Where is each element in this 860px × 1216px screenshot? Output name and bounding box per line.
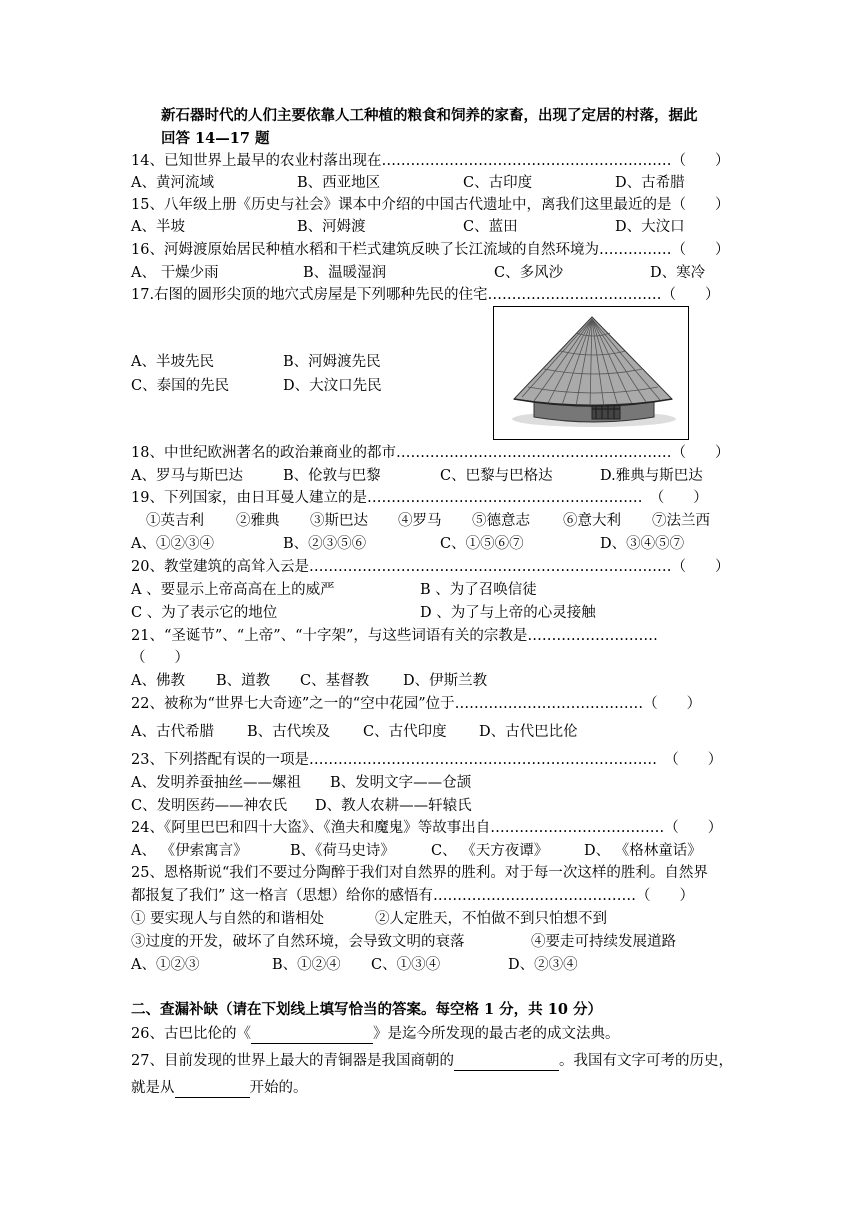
q27-line-2 xyxy=(131,1078,308,1098)
q19-stem: 19、下列国家，由日耳曼人建立的是………………………………………………… （ ） xyxy=(131,490,708,506)
q19-item-1: ①英吉利 xyxy=(146,513,204,529)
q27-prefix-2: 就是从 xyxy=(131,1080,175,1096)
q27-middle: 。我国有文字可考的历史， xyxy=(558,1053,733,1069)
q18-option-c: C、巴黎与巴格达 xyxy=(440,468,553,484)
q16-stem: 16、河姆渡原始居民种植水稻和干栏式建筑反映了长江流域的自然环境为……………（ ） xyxy=(131,242,730,258)
q17-option-b: B、河姆渡先民 xyxy=(283,354,381,370)
q14-option-c: C、古印度 xyxy=(463,175,533,191)
q16-option-b: B、温暖湿润 xyxy=(303,265,387,281)
q22-option-d: D、古代巴比伦 xyxy=(479,724,578,740)
q25-option-d: D、②③④ xyxy=(508,957,578,973)
q24-stem: 24、《阿里巴巴和四十大盗》、《渔夫和魔鬼》等故事出自………………………………（ ） xyxy=(131,820,723,836)
q27-blank-1[interactable] xyxy=(454,1053,559,1071)
q19-option-a: A、①②③④ xyxy=(131,536,214,552)
q25-option-a: A、①②③ xyxy=(131,957,200,973)
q15-stem: 15、八年级上册《历史与社会》课本中介绍的中国古代遗址中，离我们这里最近的是（ ） xyxy=(131,197,730,213)
q19-option-d: D、③④⑤⑦ xyxy=(600,536,685,552)
q20-option-c: C 、为了表示它的地位 xyxy=(131,605,278,621)
q24-option-b: B、《荷马史诗》 xyxy=(290,843,395,859)
q27-suffix-2: 开始的。 xyxy=(249,1080,308,1096)
q24-option-d: D、 《格林童话》 xyxy=(584,843,702,859)
q14-option-b: B、西亚地区 xyxy=(297,175,381,191)
q19-item-4: ④罗马 xyxy=(398,513,442,529)
q23-option-a: A、发明养蚕抽丝——嫘祖 xyxy=(131,775,301,791)
q19-option-c: C、①⑤⑥⑦ xyxy=(440,536,524,552)
q20-option-a: A 、要显示上帝高高在上的威严 xyxy=(131,582,335,598)
q16-option-d: D、寒冷 xyxy=(650,265,706,281)
q25-stem-line-2: 都报复了我们” 这一格言（思想）给你的感悟有……………………………………（ ） xyxy=(131,888,695,904)
q14-option-d: D、古希腊 xyxy=(615,175,685,191)
q14-option-a: A、黄河流域 xyxy=(131,175,214,191)
q18-option-a: A、罗马与斯巴达 xyxy=(131,468,243,484)
q20-option-b: B 、为了召唤信徒 xyxy=(420,582,537,598)
q26-prefix: 26、古巴比伦的《 xyxy=(131,1026,251,1042)
q15-option-c: C、蓝田 xyxy=(463,219,518,235)
q15-option-d: D、大汶口 xyxy=(615,219,685,235)
q16-option-a: A、 干燥少雨 xyxy=(131,265,219,281)
q21-option-c: C、基督教 xyxy=(300,673,370,689)
q26-suffix: 》是迄今所发现的最古老的成文法典。 xyxy=(372,1026,620,1042)
q19-item-3: ③斯巴达 xyxy=(310,513,368,529)
q18-option-b: B、伦敦与巴黎 xyxy=(283,468,381,484)
q19-item-5: ⑤德意志 xyxy=(472,513,530,529)
q26-line xyxy=(131,1024,619,1044)
q17-option-c: C、泰国的先民 xyxy=(131,378,230,394)
q23-option-b: B、发明文字——仓颉 xyxy=(330,775,472,791)
section-2-title: 二、查漏补缺（请在下划线上填写恰当的答案。每空格 1 分，共 10 分） xyxy=(131,1001,602,1018)
q21-stem: 21、“圣诞节”、“上帝”、“十字架”，与这些词语有关的宗教是……………………… xyxy=(131,628,658,644)
q15-option-b: B、河姆渡 xyxy=(297,219,366,235)
q19-item-2: ②雅典 xyxy=(236,513,280,529)
q22-stem: 22、被称为“世界七大奇迹”之一的“空中花园”位于…………………………………（ ） xyxy=(131,696,702,712)
q14-stem: 14、已知世界上最早的农业村落出现在……………………………………………………（ ） xyxy=(131,153,730,169)
q19-item-7: ⑦法兰西 xyxy=(652,513,710,529)
q18-option-d: D.雅典与斯巴达 xyxy=(600,468,703,484)
q25-item-2: ②人定胜天，不怕做不到只怕想不到 xyxy=(375,911,607,927)
q27-prefix: 27、目前发现的世界上最大的青铜器是我国商朝的 xyxy=(131,1053,454,1069)
q17-stem: 17.右图的圆形尖顶的地穴式房屋是下列哪种先民的住宅………………………………（ ） xyxy=(131,287,720,303)
q15-option-a: A、半坡 xyxy=(131,219,185,235)
q26-blank[interactable] xyxy=(251,1026,373,1044)
q24-option-a: A、 《伊索寓言》 xyxy=(131,843,248,859)
q21-option-a: A、佛教 xyxy=(131,673,185,689)
q19-option-b: B、②③⑤⑥ xyxy=(283,536,367,552)
q25-item-3: ③过度的开发，破坏了自然环境，会导致文明的衰落 xyxy=(131,934,465,950)
q25-option-c: C、①③④ xyxy=(371,957,441,973)
q25-item-4: ④要走可持续发展道路 xyxy=(531,934,676,950)
q25-stem-line-1: 25、恩格斯说“我们不要过分陶醉于我们对自然界的胜利。对于每一次这样的胜利。自然界 xyxy=(131,865,708,881)
q17-option-d: D、大汶口先民 xyxy=(283,378,382,394)
q16-option-c: C、多风沙 xyxy=(494,265,564,281)
q22-option-a: A、古代希腊 xyxy=(131,724,214,740)
q24-option-c: C、 《天方夜谭》 xyxy=(431,843,549,859)
q20-option-d: D 、为了与上帝的心灵接触 xyxy=(420,605,596,621)
q18-stem: 18、中世纪欧洲著名的政治兼商业的都市…………………………………………………（ ） xyxy=(131,445,730,461)
q27-line-1 xyxy=(131,1051,733,1071)
q25-option-b: B、①②④ xyxy=(272,957,341,973)
q22-option-b: B、古代埃及 xyxy=(247,724,331,740)
q21-option-b: B、道教 xyxy=(216,673,271,689)
q23-stem: 23、下列搭配有误的一项是……………………………………………………………… （ ） xyxy=(131,752,723,768)
q23-option-c: C、发明医药——神农氏 xyxy=(131,798,288,814)
q20-stem: 20、教堂建筑的高耸入云是…………………………………………………………………（ ） xyxy=(131,559,730,575)
q21-option-d: D、伊斯兰教 xyxy=(403,673,488,689)
thatched-hut-illustration xyxy=(494,307,688,439)
q25-item-1: ① 要实现人与自然的和谐相处 xyxy=(131,911,325,927)
q19-item-6: ⑥意大利 xyxy=(563,513,621,529)
hut-figure xyxy=(493,306,689,440)
q27-blank-2[interactable] xyxy=(175,1080,250,1098)
q17-option-a: A、半坡先民 xyxy=(131,354,214,370)
q21-answer-paren: （ ） xyxy=(131,650,189,666)
q23-option-d: D、教人农耕——轩辕氏 xyxy=(315,798,472,814)
q22-option-c: C、古代印度 xyxy=(363,724,447,740)
intro-line-2: 回答 14—17 题 xyxy=(161,130,270,147)
intro-line-1: 新石器时代的人们主要依靠人工种植的粮食和饲养的家畜，出现了定居的村落，据此 xyxy=(161,107,698,124)
